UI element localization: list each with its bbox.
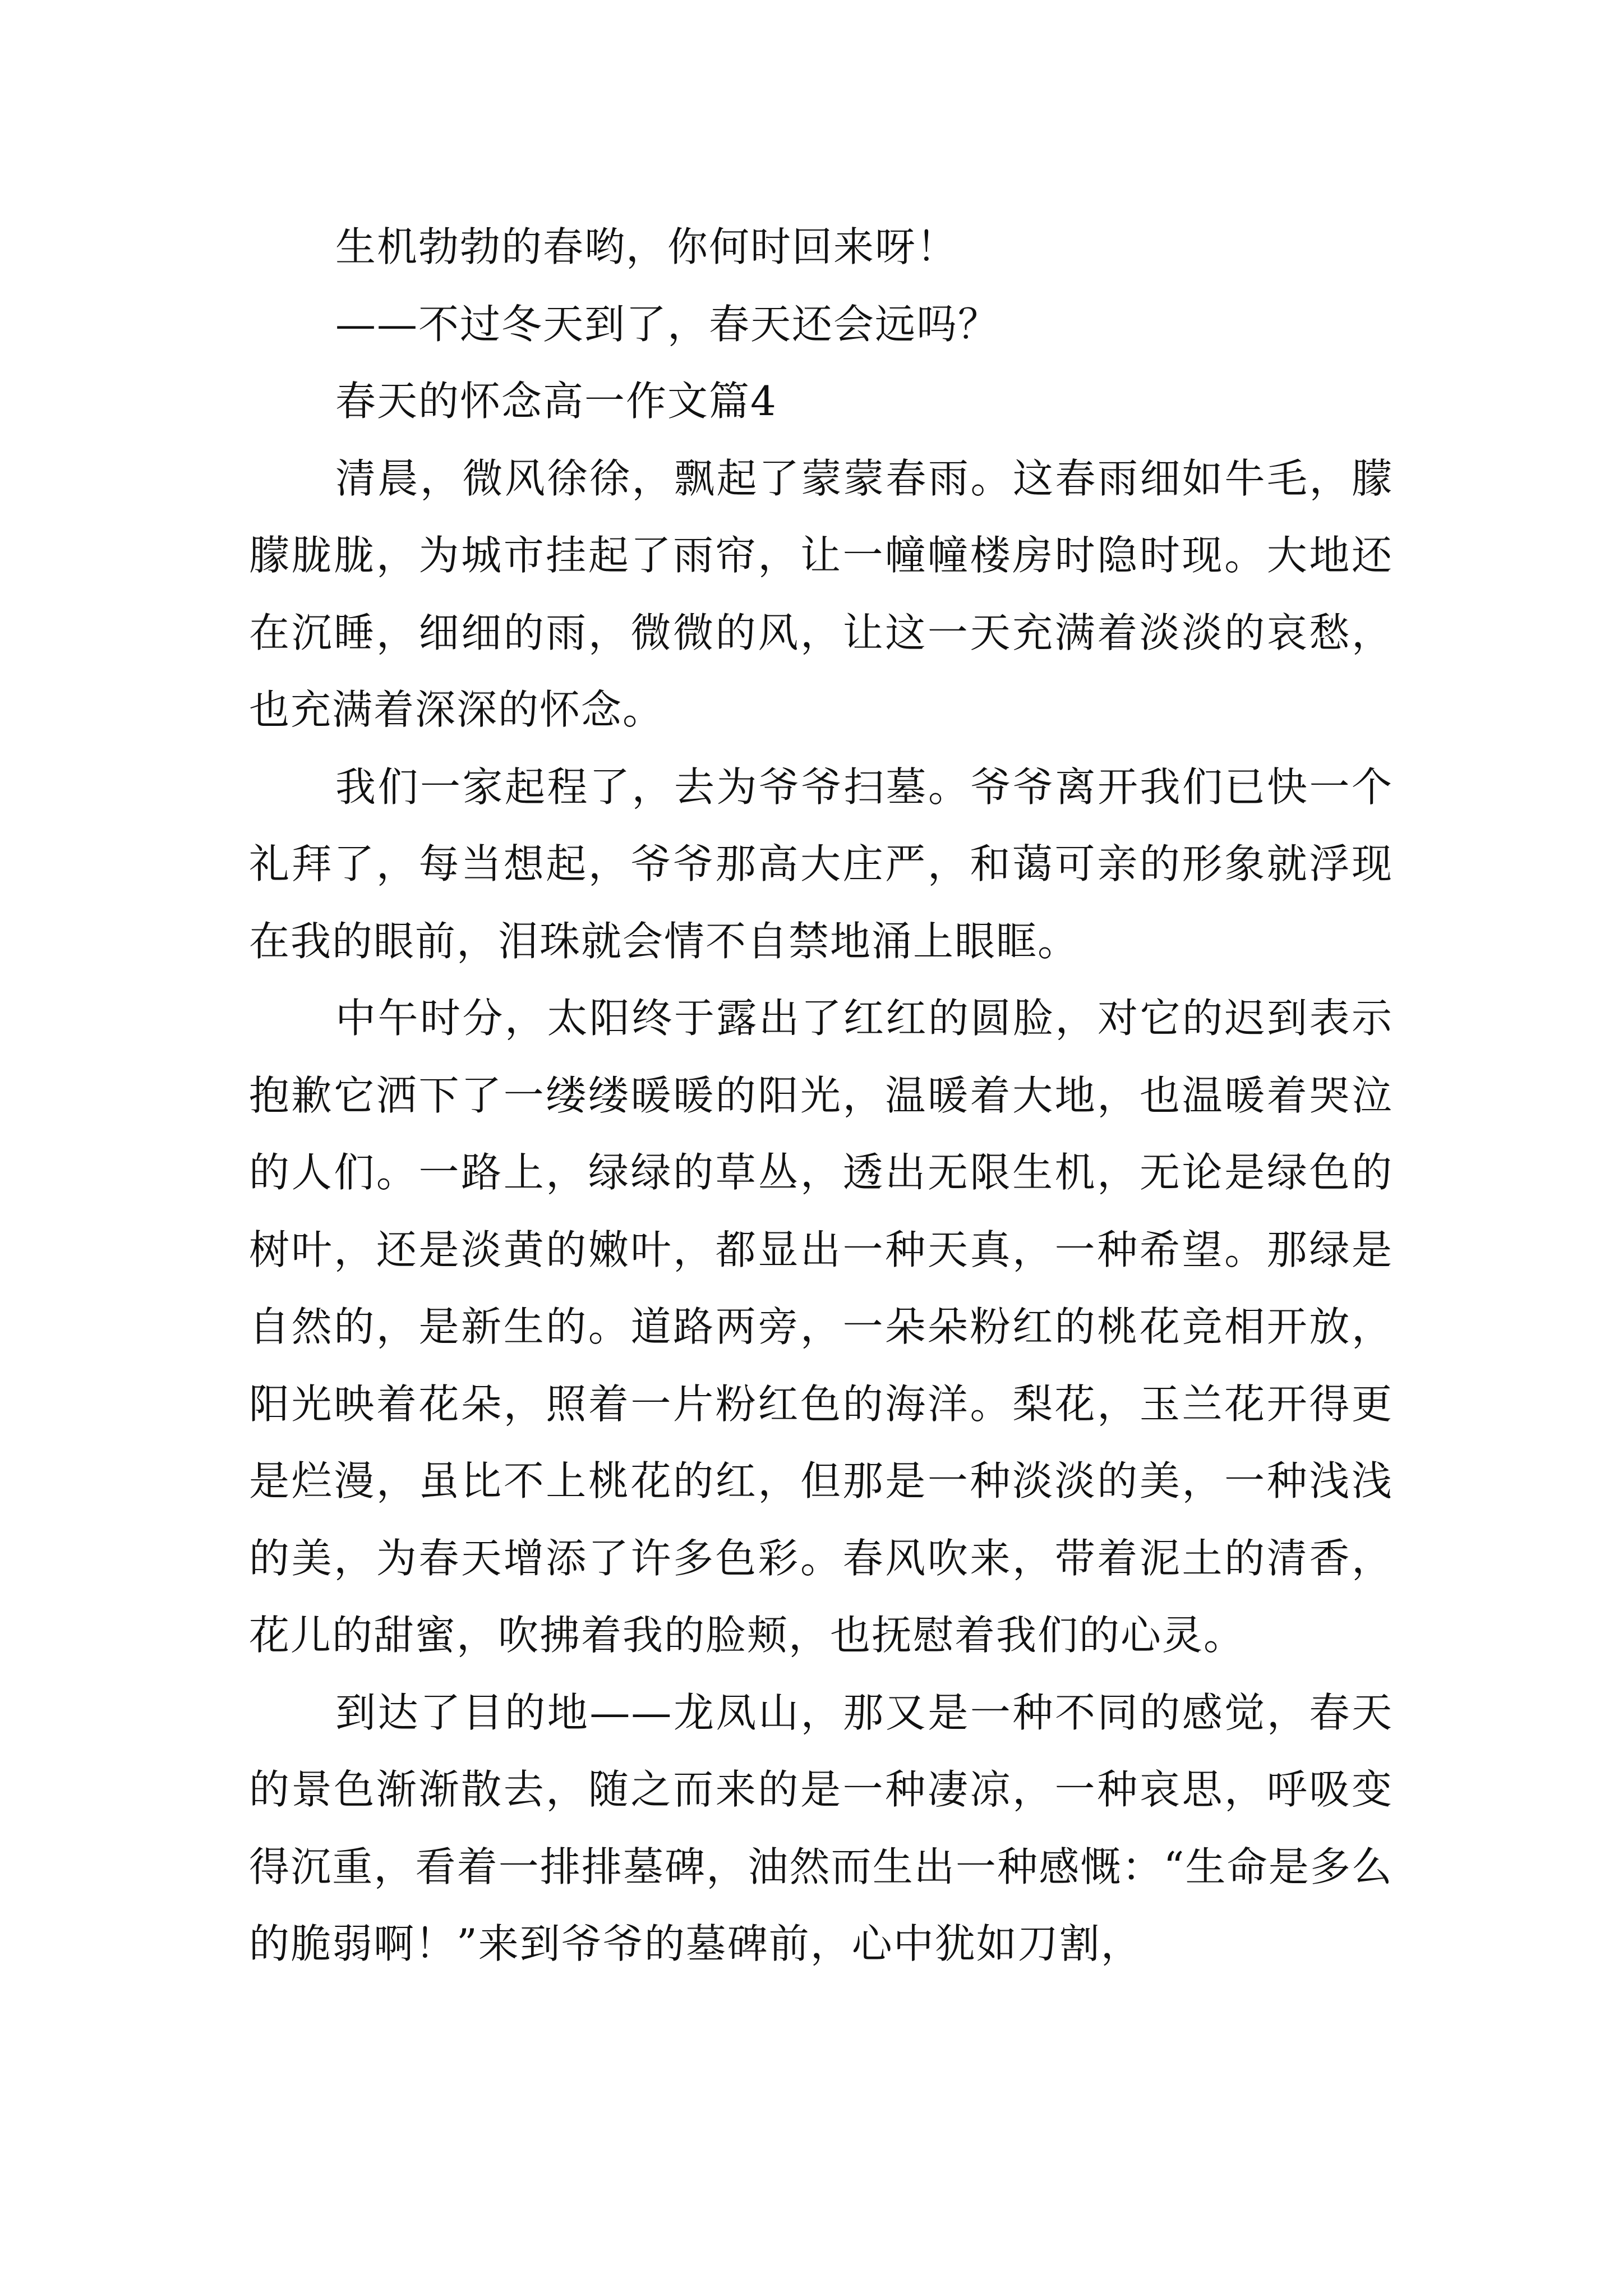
paragraph-family-departure: 我们一家起程了，去为爷爷扫墓。爷爷离开我们已快一个礼拜了，每当想起，爷爷那高大庄严，和蔼可亲的形象就浮现在我的眼前，泪珠就会情不自禁地涌上眼眶。 bbox=[249, 763, 1393, 965]
paragraph-destination: 到达了目的地——龙凤山，那又是一种不同的感觉，春天的景色渐渐散去，随之而来的是一种凄凉，一种哀思，呼吸变得沉重，看着一排排墓碑，油然而生出一种感慨：“生命是多么的脆弱啊！”来到爷爷的墓碑前，心中犹如刀割， bbox=[249, 1688, 1393, 1967]
paragraph-closing-line: 生机勃勃的春哟，你何时回来呀！ bbox=[335, 223, 958, 270]
paragraph-morning-rain: 清晨，微风徐徐，飘起了蒙蒙春雨。这春雨细如牛毛，朦朦胧胧，为城市挂起了雨帘，让一幢幢楼房时隐时现。大地还在沉睡，细细的雨，微微的风，让这一天充满着淡淡的哀愁，也充满着深深的怀念。 bbox=[249, 454, 1393, 733]
paragraph-quote-line: ——不过冬天到了，春天还会远吗？ bbox=[335, 300, 1000, 348]
document-body bbox=[249, 209, 1393, 1983]
essay-heading: 春天的怀念高一作文篇4 bbox=[335, 378, 777, 425]
paragraph-noon-scenery: 中午时分，太阳终于露出了红红的圆脸，对它的迟到表示抱歉它洒下了一缕缕暖暖的阳光，温暖着大地，也温暖着哭泣的人们。一路上，绿绿的草丛，透出无限生机，无论是绿色的树叶，还是淡黄的嫩叶，都显出一种天真，一种希望。那绿是自然的，是新生的。道路两旁，一朵朵粉红的桃花竞相开放，阳光映着花朵，照着一片粉红色的海洋。梨花，玉兰花开得更是烂漫，虽比不上桃花的红，但那是一种淡淡的美，一种浅浅的美，为春天增添了许多色彩。春风吹来，带着泥土的清香，花儿的甜蜜，吹拂着我的脸颊，也抚慰着我们的心灵。 bbox=[249, 995, 1393, 1659]
